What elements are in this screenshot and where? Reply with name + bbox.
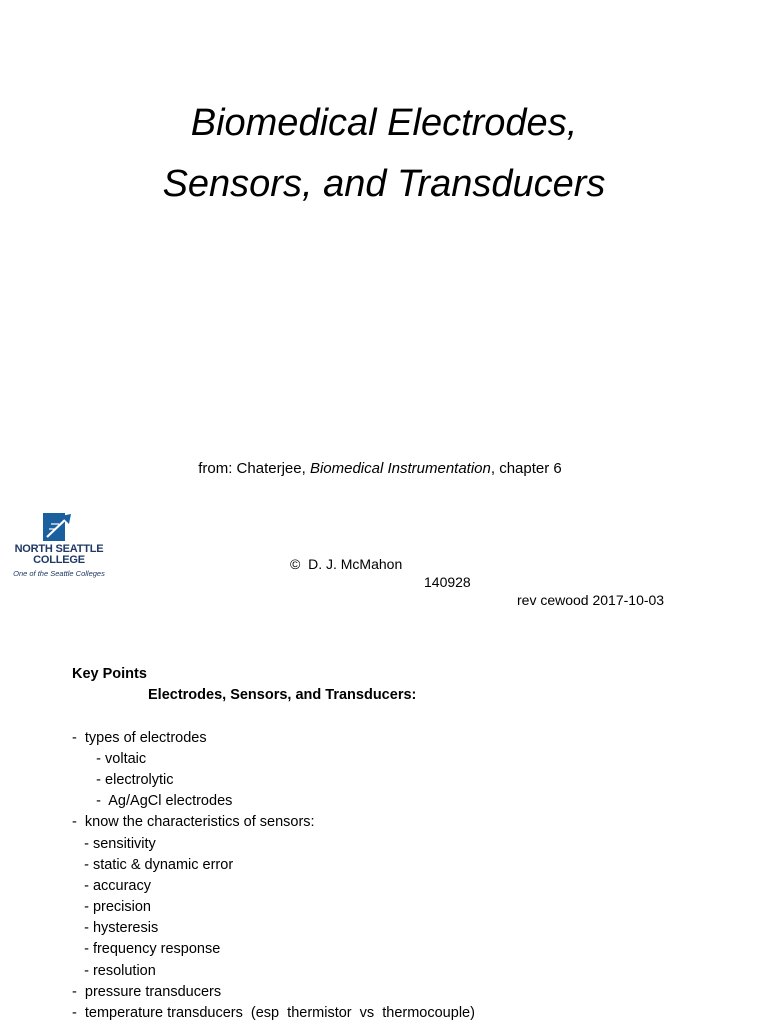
key-points-heading: Key Points bbox=[72, 666, 147, 682]
source-suffix: , chapter 6 bbox=[490, 460, 562, 477]
list-item: - precision bbox=[72, 899, 151, 916]
list-item: - electrolytic bbox=[72, 771, 174, 788]
logo-name-line-2: COLLEGE bbox=[33, 554, 85, 566]
list-item: - Ag/AgCl electrodes bbox=[72, 793, 233, 810]
list-item: - pressure transducers bbox=[72, 983, 222, 1000]
list-item: - hysteresis bbox=[72, 920, 159, 937]
copyright-number: 140928 bbox=[424, 574, 471, 590]
title-line-2: Sensors, and Transducers bbox=[162, 163, 606, 205]
list-item: - know the characteristics of sensors: bbox=[72, 814, 315, 831]
list-item: - resolution bbox=[72, 962, 156, 979]
copyright-author: © D. J. McMahon bbox=[290, 556, 403, 572]
key-points-subheading: Electrodes, Sensors, and Transducers: bbox=[148, 687, 417, 704]
logo-name-line-1: NORTH SEATTLE bbox=[14, 543, 104, 555]
logo-tagline: One of the Seattle Colleges bbox=[13, 569, 105, 578]
revision-note: rev cewood 2017-10-03 bbox=[517, 592, 665, 608]
source-book-title: Biomedical Instrumentation bbox=[309, 460, 491, 477]
title-line-1: Biomedical Electrodes, bbox=[190, 102, 578, 144]
list-item bbox=[72, 706, 475, 727]
key-points-section bbox=[72, 664, 475, 1024]
list-item: - static & dynamic error bbox=[72, 856, 234, 873]
college-logo bbox=[0, 505, 118, 583]
source-prefix: from: Chaterjee, bbox=[198, 460, 310, 477]
list-item: - temperature transducers (esp thermistor vs thermocouple) bbox=[72, 1005, 475, 1021]
copyright-line bbox=[290, 537, 665, 609]
list-item: - types of electrodes bbox=[72, 729, 207, 746]
list-item: - accuracy bbox=[72, 877, 151, 894]
arrow-icon bbox=[43, 513, 75, 541]
source-citation bbox=[0, 459, 760, 479]
list-item: - voltaic bbox=[72, 750, 147, 767]
list-item: - frequency response bbox=[72, 941, 221, 958]
list-item: - sensitivity bbox=[72, 835, 156, 852]
